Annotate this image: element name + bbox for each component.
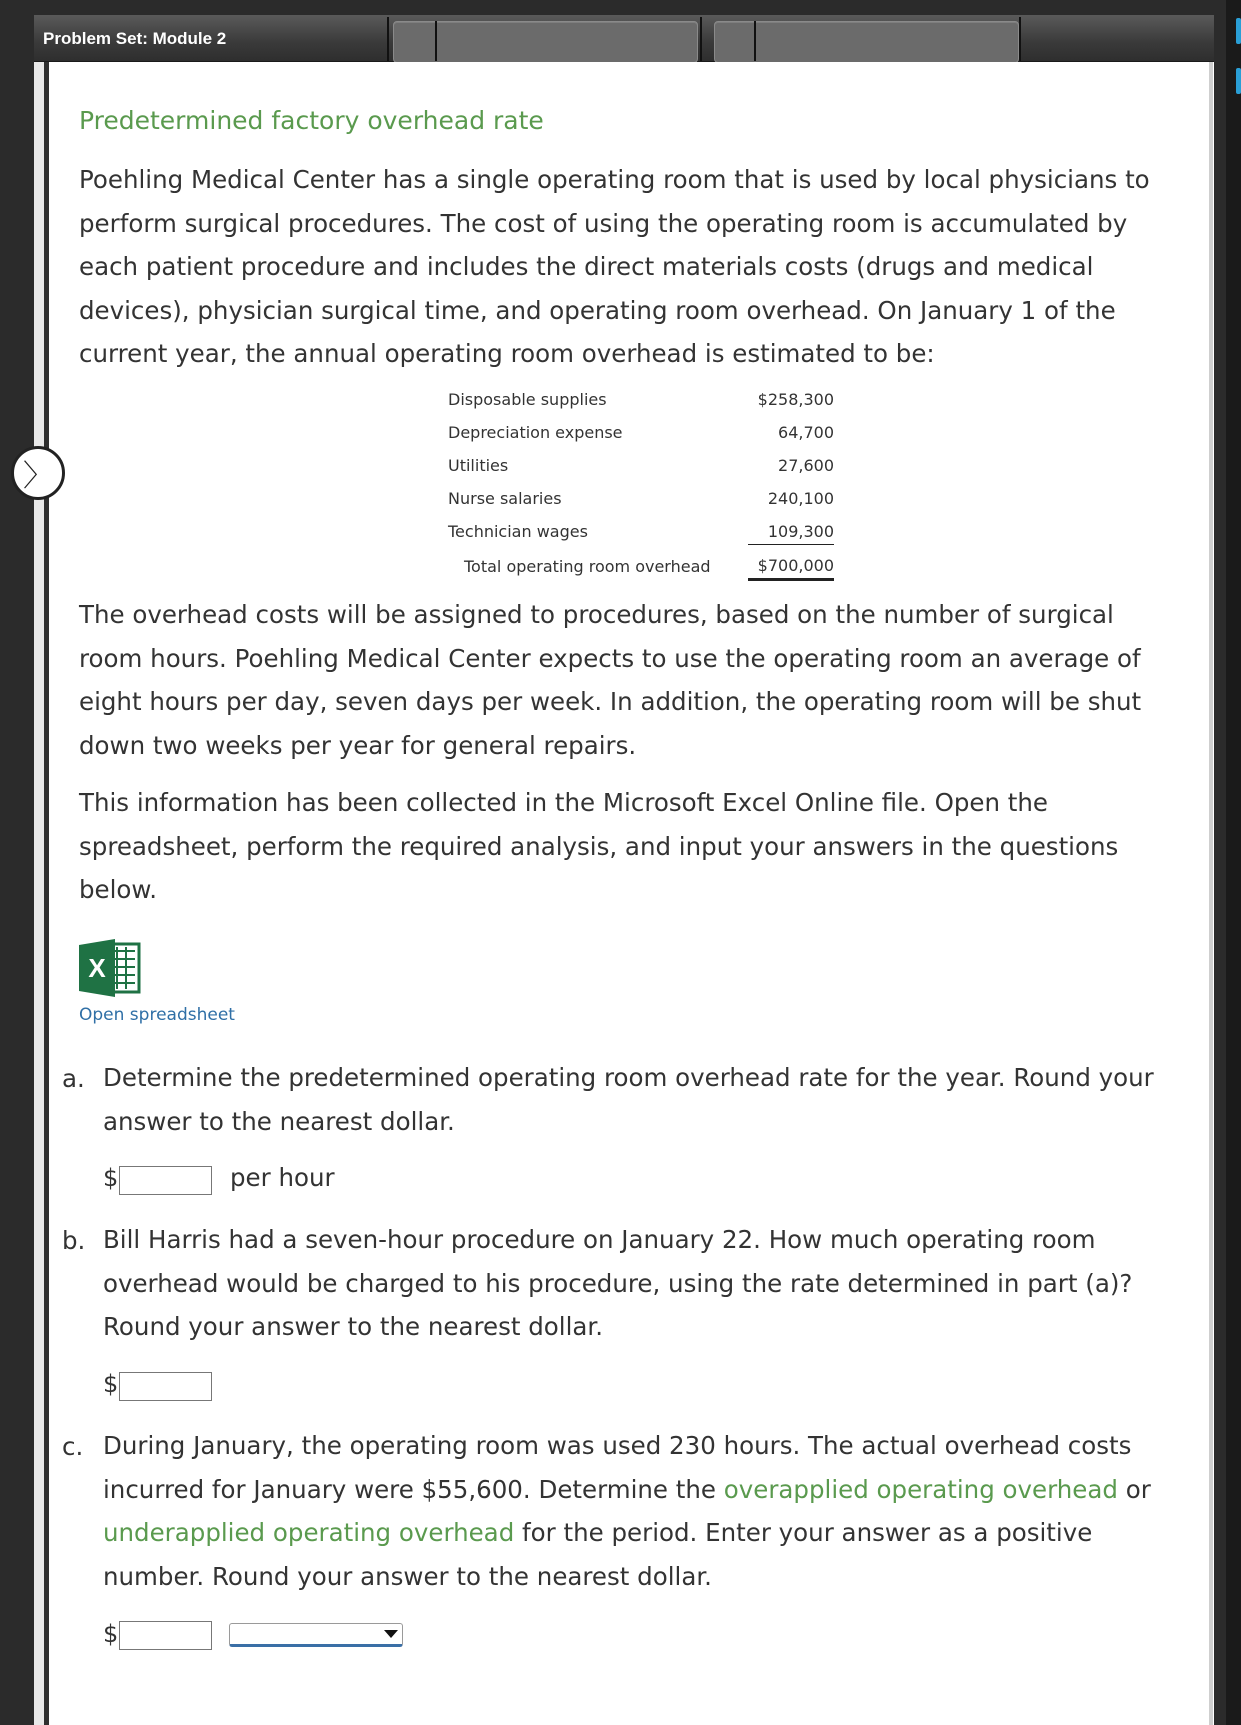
per-hour-label: per hour	[230, 1163, 335, 1192]
question-heading: Predetermined factory overhead rate	[79, 106, 544, 135]
excel-icon[interactable]	[79, 939, 141, 997]
window-title: Problem Set: Module 2	[43, 29, 227, 48]
next-glyph: 〉	[23, 459, 53, 494]
toolbar-divider	[435, 21, 437, 61]
part-c-amount-input[interactable]	[119, 1621, 212, 1650]
part-a-rate-input[interactable]	[119, 1166, 212, 1195]
assignment-paragraph: The overhead costs will be assigned to procedures, based on the number of surgical room hours. Poehling Medical Center expects to use the operating room an average of eight hours per day, seven days per week. In addition, the operating room will be shut down two weeks per year for general repairs.	[79, 600, 1142, 760]
table-row-label: Depreciation expense	[448, 423, 623, 442]
part-b-text: Bill Harris had a seven-hour procedure on January 22. How much operating room overhead would be charged to his procedure, using the rate determined in part (a)? Round your answer to the nearest dollar.	[103, 1225, 1133, 1341]
part-c-text-2: or	[1117, 1474, 1151, 1504]
table-row-value: 27,600	[778, 456, 834, 475]
overapplied-term[interactable]: overapplied operating overhead	[723, 1474, 1118, 1504]
toolbar-divider	[1019, 17, 1021, 61]
part-c-text	[103, 1424, 1193, 1598]
over-under-dropdown[interactable]	[229, 1623, 403, 1647]
currency-symbol: $	[103, 1370, 119, 1398]
toolbar-block-3[interactable]	[714, 21, 1019, 63]
svg-text:X: X	[88, 953, 106, 983]
table-row-label: Utilities	[448, 456, 509, 475]
toolbar-divider	[387, 17, 389, 61]
intro-paragraph: Poehling Medical Center has a single operating room that is used by local physicians to perform surgical procedures. The cost of using the operating room is accumulated by each patient procedure and includes the direct materials costs (drugs and medical devices), physician surgical time, and operating room overhead. On January 1 of the current year, the annual operating room overhead is estimated to be:	[79, 165, 1150, 368]
currency-symbol: $	[103, 1620, 119, 1648]
table-row-label: Nurse salaries	[448, 489, 562, 508]
table-row-label: Technician wages	[448, 522, 588, 541]
table-row-value: $258,300	[757, 390, 834, 409]
panel-scrollbar[interactable]	[1209, 62, 1213, 1725]
part-b-letter: b.	[62, 1226, 86, 1255]
currency-symbol: $	[103, 1164, 119, 1192]
toolbar-block-1[interactable]	[393, 21, 698, 63]
chevron-down-icon	[384, 1630, 398, 1638]
part-c-text-1: During January, the operating room was used 230 hours. The actual overhead costs incurred for January were $55,600. Determine the	[103, 1431, 1132, 1504]
table-row-value: 64,700	[778, 423, 834, 442]
excel-info-paragraph: This information has been collected in the Microsoft Excel Online file. Open the spreadsheet, perform the required analysis, and input your answers in the questions below.	[79, 788, 1119, 904]
chevron-right-icon[interactable]	[11, 446, 65, 500]
toolbar-divider	[700, 17, 702, 61]
subtotal-rule	[748, 544, 834, 545]
table-total-value: $700,000	[757, 556, 834, 575]
open-spreadsheet-link[interactable]: Open spreadsheet	[79, 1005, 235, 1025]
screen-edge	[1226, 0, 1241, 1725]
part-c-letter: c.	[62, 1432, 84, 1461]
part-a-letter: a.	[62, 1064, 85, 1093]
table-row-label: Disposable supplies	[448, 390, 607, 409]
part-a-text: Determine the predetermined operating room overhead rate for the year. Round your answer to the nearest dollar.	[103, 1063, 1154, 1136]
table-row-value: 240,100	[767, 489, 834, 508]
total-double-rule	[748, 578, 834, 581]
side-marker	[1236, 18, 1241, 44]
table-row-value: 109,300	[767, 522, 834, 541]
table-total-label: Total operating room overhead	[464, 557, 711, 576]
side-marker	[1236, 68, 1241, 94]
part-c-text-3: for the period. Enter your answer as a positive number. Round your answer to the nearest dollar.	[103, 1518, 1093, 1591]
toolbar-divider	[754, 21, 756, 61]
part-b-overhead-input[interactable]	[119, 1372, 212, 1401]
underapplied-term[interactable]: underapplied operating overhead	[103, 1518, 515, 1547]
